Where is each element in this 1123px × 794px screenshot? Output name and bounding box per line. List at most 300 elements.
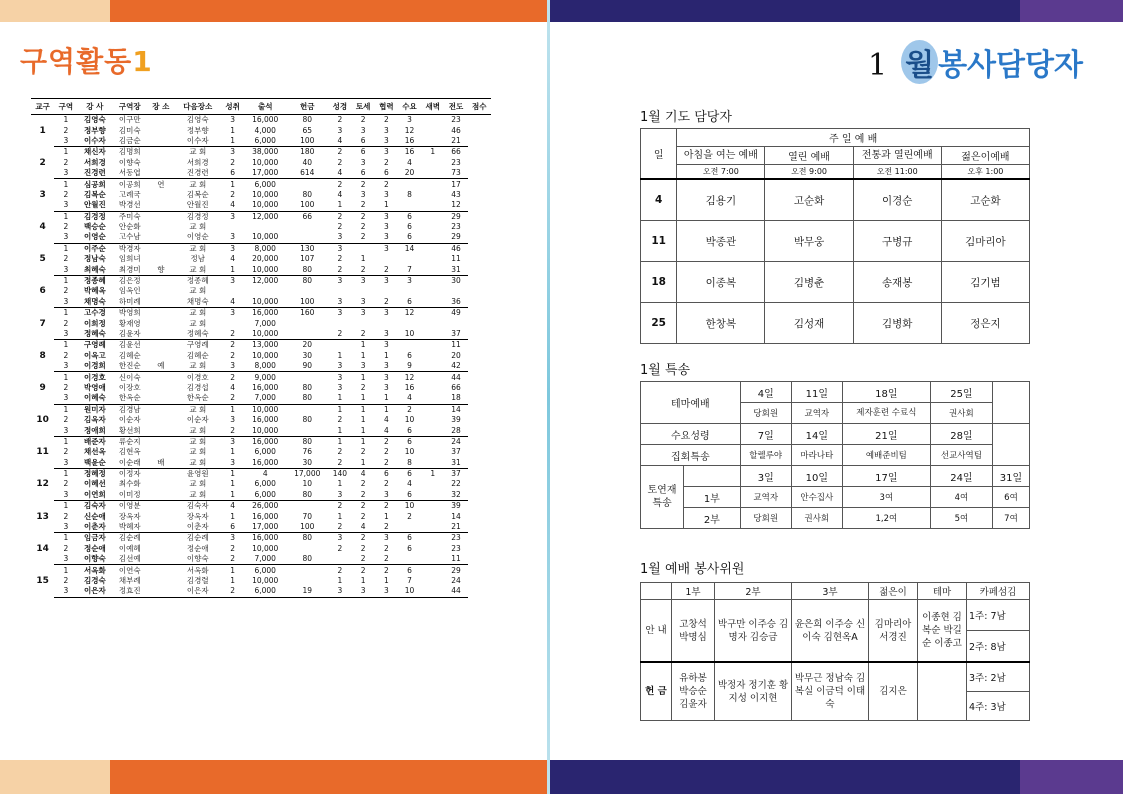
duty-header: 1부 xyxy=(672,583,715,600)
table-cell: 교 회 xyxy=(189,222,207,232)
table-cell: 1 xyxy=(63,308,69,318)
singer-cell: 3여 xyxy=(842,487,930,508)
table-cell: 심공희 xyxy=(83,179,106,189)
table-cell xyxy=(147,479,174,489)
table-cell: 18 xyxy=(444,393,467,404)
singer-cell: 당회원 xyxy=(740,403,791,424)
table-cell: 4 xyxy=(221,200,244,211)
table-cell: 66 xyxy=(451,147,461,157)
table-cell: 이경희 xyxy=(77,361,112,372)
column-header: 구역 xyxy=(54,99,77,115)
table-cell: 4 xyxy=(262,469,268,479)
table-cell: 1 xyxy=(360,404,366,414)
table-cell: 장옥자 xyxy=(118,511,141,521)
special-song-table xyxy=(640,381,1030,529)
table-row xyxy=(31,211,491,222)
table-cell xyxy=(421,393,444,404)
duty-names: 고창석 박명심 xyxy=(672,600,715,663)
table-cell: 3 xyxy=(230,415,235,425)
table-cell: 6 xyxy=(407,350,412,360)
table-cell: 20 xyxy=(451,350,461,360)
table-cell: 46 xyxy=(451,125,461,135)
table-cell: 6 xyxy=(398,490,421,501)
table-cell xyxy=(421,404,444,415)
table-cell: 10,000 xyxy=(252,350,279,360)
prayer-name: 이경순 xyxy=(853,179,941,221)
table-cell: 3 xyxy=(54,136,77,147)
table-cell: 8 xyxy=(407,189,412,199)
parish-number: 4 xyxy=(39,222,46,233)
table-cell xyxy=(286,329,328,340)
prayer-name: 박종관 xyxy=(677,221,765,262)
table-cell xyxy=(421,125,444,135)
table-cell: 23 xyxy=(451,157,461,167)
table-cell xyxy=(421,254,444,264)
duty-names: 박정자 정기훈 황지성 이지현 xyxy=(715,662,792,721)
table-cell: 이수자 xyxy=(175,136,221,147)
prayer-name: 김병춘 xyxy=(765,262,853,303)
table-cell: 임옥인 xyxy=(118,286,141,296)
table-cell: 2 xyxy=(63,415,69,425)
table-row xyxy=(31,490,491,501)
table-cell: 2 xyxy=(360,447,366,457)
table-cell: 3 xyxy=(360,157,366,167)
table-cell: 6,000 xyxy=(244,136,286,147)
table-cell: 1 xyxy=(230,179,235,189)
table-cell: 3 xyxy=(54,522,77,533)
table-cell: 배 xyxy=(147,458,174,469)
table-cell: 30 xyxy=(451,276,461,286)
table-cell: 80 xyxy=(302,276,313,286)
table-cell: 한옥순 xyxy=(175,393,221,404)
table-cell xyxy=(147,501,174,512)
table-cell: 3 xyxy=(54,554,77,565)
table-cell: 김영숙 xyxy=(186,115,209,125)
table-cell: 박혜옥 xyxy=(83,286,106,296)
table-cell: 1 xyxy=(352,458,375,469)
table-cell: 교 회 xyxy=(175,490,221,501)
table-cell: 3 xyxy=(230,436,235,446)
table-cell xyxy=(147,168,174,179)
table-cell: 4 xyxy=(407,479,412,489)
table-cell xyxy=(147,297,174,308)
column-header: 토세 xyxy=(352,99,375,115)
table-cell: 4 xyxy=(221,297,244,308)
offering-label: 헌 금 xyxy=(641,662,672,721)
table-cell xyxy=(398,179,421,190)
table-cell: 3 xyxy=(383,382,389,392)
table-cell: 한진순 xyxy=(112,361,147,372)
table-cell xyxy=(421,232,444,243)
parish-number: 6 xyxy=(39,286,46,297)
table-cell xyxy=(421,415,444,425)
table-cell: 3 xyxy=(230,147,235,157)
left-page-title: 구역활동1 xyxy=(20,45,153,78)
table-cell: 윤영원 xyxy=(186,469,209,479)
table-cell: 4,000 xyxy=(254,125,276,135)
table-cell xyxy=(421,544,444,554)
table-cell: 3 xyxy=(54,458,77,469)
table-cell: 2 xyxy=(407,404,412,414)
prayer-name: 김성재 xyxy=(765,303,853,344)
table-row xyxy=(31,243,491,254)
table-cell: 10,000 xyxy=(244,297,286,308)
table-cell: 6 xyxy=(407,565,412,575)
service-header: 아침을 여는 예배 xyxy=(677,147,765,165)
prayer-name: 송재봉 xyxy=(853,262,941,303)
table-cell: 3 xyxy=(54,425,77,436)
parish-number: 2 xyxy=(39,157,46,168)
table-cell: 80 xyxy=(302,533,313,543)
table-cell xyxy=(286,425,328,436)
table-cell xyxy=(147,415,174,425)
table-cell: 2 xyxy=(230,340,235,350)
cafe-cell: 1주: 7남 xyxy=(967,600,1030,631)
table-cell: 6,000 xyxy=(244,490,286,501)
table-cell: 4 xyxy=(360,469,366,479)
table-cell xyxy=(328,554,351,565)
table-cell: 17 xyxy=(451,179,461,189)
parish-number: 5 xyxy=(39,254,46,265)
table-cell: 1 xyxy=(383,511,389,521)
singer-cell: 당회원 xyxy=(740,508,791,529)
table-cell xyxy=(147,533,174,544)
table-row xyxy=(31,586,491,597)
table-cell: 12,000 xyxy=(252,211,279,221)
table-cell: 교 회 xyxy=(189,308,207,318)
table-cell: 2 xyxy=(337,543,343,553)
table-cell: 7,000 xyxy=(244,393,286,404)
table-cell: 김혜순 xyxy=(118,350,141,360)
table-cell xyxy=(286,286,328,296)
table-cell: 1 xyxy=(221,490,244,501)
table-cell: 2 xyxy=(221,329,244,340)
table-cell: 16,000 xyxy=(252,308,279,318)
duty-names: 유하봉 박승순 김윤자 xyxy=(672,662,715,721)
table-cell: 이희정 xyxy=(83,318,106,328)
table-cell: 2 xyxy=(328,329,351,340)
table-cell: 1 xyxy=(360,340,366,350)
table-cell: 16 xyxy=(398,136,421,147)
table-cell: 1 xyxy=(63,179,69,189)
table-cell: 39 xyxy=(451,415,461,425)
table-cell xyxy=(147,544,174,554)
table-cell xyxy=(221,222,244,232)
day-header: 일 xyxy=(641,129,677,180)
service-header: 젊은이예배 xyxy=(941,147,1029,165)
table-cell xyxy=(286,576,328,586)
table-cell xyxy=(352,243,375,254)
table-cell: 16,000 xyxy=(252,436,279,446)
service-time: 오후 1:00 xyxy=(941,165,1029,180)
prayer-name: 이종복 xyxy=(677,262,765,303)
table-cell: 140 xyxy=(332,469,348,479)
table-cell: 10 xyxy=(404,415,415,425)
table-cell: 100 xyxy=(286,136,328,147)
table-cell: 2 xyxy=(360,533,366,543)
table-cell: 31 xyxy=(444,264,467,275)
table-cell: 9,000 xyxy=(254,372,276,382)
table-cell: 1 xyxy=(328,200,351,211)
table-row xyxy=(31,179,491,190)
table-cell: 3 xyxy=(337,382,343,392)
table-cell: 1 xyxy=(337,436,343,446)
table-cell xyxy=(421,297,444,308)
table-cell: 1 xyxy=(230,447,235,457)
singer-cell: 안수집사 xyxy=(791,487,842,508)
table-cell: 정남숙 xyxy=(83,254,106,264)
table-cell: 연 xyxy=(157,179,165,189)
table-row xyxy=(31,125,491,135)
prayer-name: 한창복 xyxy=(677,303,765,344)
table-cell: 김선예 xyxy=(112,554,147,565)
table-cell xyxy=(147,340,174,351)
table-cell: 진경련 xyxy=(77,168,112,179)
table-cell xyxy=(147,490,174,501)
parish-number: 3 xyxy=(39,189,46,200)
table-cell: 장옥자 xyxy=(186,511,209,521)
table-cell xyxy=(421,586,444,597)
table-cell: 24 xyxy=(451,575,461,585)
table-cell: 3 xyxy=(383,533,389,543)
table-cell xyxy=(421,340,444,351)
table-cell: 3 xyxy=(54,168,77,179)
table-cell xyxy=(421,361,444,372)
table-cell xyxy=(421,211,444,222)
table-cell: 1 xyxy=(352,425,375,436)
table-cell: 3 xyxy=(54,264,77,275)
parish-number: 15 xyxy=(36,575,49,586)
parish-number: 7 xyxy=(39,318,46,329)
table-cell: 43 xyxy=(451,189,461,199)
table-cell: 2 xyxy=(352,264,375,275)
table-cell: 6 xyxy=(398,297,421,308)
singer-cell: 교역자 xyxy=(791,403,842,424)
table-cell: 42 xyxy=(444,361,467,372)
table-cell: 3 xyxy=(230,243,235,253)
table-cell xyxy=(398,254,421,264)
table-cell xyxy=(421,351,444,361)
table-cell: 1 xyxy=(63,340,69,350)
table-cell: 이영분 xyxy=(118,501,141,511)
table-row xyxy=(31,264,491,275)
table-cell: 29 xyxy=(451,565,461,575)
prayer-name: 김기범 xyxy=(941,262,1029,303)
table-cell: 2 xyxy=(375,522,398,533)
table-cell: 최경미 xyxy=(112,264,147,275)
table-cell: 교 회 xyxy=(175,458,221,469)
table-cell: 2 xyxy=(337,222,343,232)
table-cell: 2 xyxy=(63,189,69,199)
table-cell: 김경남 xyxy=(118,404,141,414)
duty-names: 윤은희 이주승 신이숙 김현옥A xyxy=(792,600,869,663)
table-cell: 이미정 xyxy=(112,490,147,501)
table-cell: 11 xyxy=(451,254,461,264)
table-row xyxy=(31,436,491,447)
table-cell: 10 xyxy=(404,447,415,457)
table-cell: 6 xyxy=(383,469,389,479)
table-cell: 이영순 xyxy=(77,232,112,243)
table-cell: 10,000 xyxy=(252,189,279,199)
table-cell: 안순화 xyxy=(118,222,141,232)
table-cell: 1 xyxy=(337,511,343,521)
table-cell: 2 xyxy=(328,522,351,533)
service-time: 오전 7:00 xyxy=(677,165,765,180)
duty-header: 젊은이 xyxy=(869,583,918,600)
table-cell: 180 xyxy=(300,147,315,157)
table-cell: 11 xyxy=(444,554,467,565)
table-row xyxy=(31,554,491,565)
column-header: 출석 xyxy=(244,99,286,115)
table-cell: 1 xyxy=(430,469,436,479)
duty-header: 3부 xyxy=(792,583,869,600)
table-cell: 임금자 xyxy=(83,533,106,543)
table-cell: 2 xyxy=(352,329,375,340)
table-cell: 80 xyxy=(302,436,313,446)
table-cell: 이수자 xyxy=(77,136,112,147)
table-cell: 1 xyxy=(430,147,436,157)
table-cell: 이정자 xyxy=(118,469,141,479)
table-row xyxy=(31,522,491,533)
date-cell: 14일 xyxy=(791,424,842,445)
column-header: 수요 xyxy=(398,99,421,115)
table-cell: 3 xyxy=(383,189,389,199)
parish-number: 1 xyxy=(39,125,46,136)
singer-cell: 마라나타 xyxy=(791,445,842,466)
table-cell: 3 xyxy=(54,361,77,372)
table-cell: 3 xyxy=(375,586,398,597)
table-cell: 2 xyxy=(337,157,343,167)
table-cell: 이옥고 xyxy=(83,350,106,360)
table-cell: 이춘자 xyxy=(175,522,221,533)
table-cell xyxy=(375,254,398,264)
table-cell: 66 xyxy=(302,211,313,221)
table-cell: 김영숙 xyxy=(83,115,106,125)
table-cell xyxy=(147,586,174,597)
table-cell: 16,000 xyxy=(252,382,279,392)
table-cell: 2 xyxy=(230,157,235,167)
table-cell: 신순애 xyxy=(83,511,106,521)
column-header: 강 사 xyxy=(77,99,112,115)
table-cell: 3 xyxy=(383,125,389,135)
table-cell: 20 xyxy=(398,168,421,179)
table-cell: 박경자 xyxy=(118,243,141,253)
column-header: 성경 xyxy=(328,99,351,115)
wednesday-label: 집회특송 xyxy=(641,445,741,466)
table-cell: 김숙자 xyxy=(83,501,106,511)
table-cell xyxy=(286,404,328,415)
table-cell xyxy=(286,232,328,243)
table-cell: 안월진 xyxy=(175,200,221,211)
table-cell: 12 xyxy=(404,125,415,135)
table-cell: 23 xyxy=(451,115,461,125)
prayer-name: 박무웅 xyxy=(765,221,853,262)
table-cell: 교 회 xyxy=(189,447,207,457)
table-cell: 21 xyxy=(444,136,467,147)
table-cell: 24 xyxy=(451,436,461,446)
table-cell: 80 xyxy=(302,382,313,392)
table-cell: 8,000 xyxy=(254,243,276,253)
table-cell: 4 xyxy=(352,522,375,533)
table-cell xyxy=(421,200,444,211)
date-cell: 18일 xyxy=(842,382,930,403)
table-cell: 2 xyxy=(328,264,351,275)
table-row xyxy=(31,425,491,436)
table-cell: 2 xyxy=(375,554,398,565)
table-cell: 김순례 xyxy=(118,533,141,543)
table-cell: 6 xyxy=(407,222,412,232)
table-cell: 12 xyxy=(444,200,467,211)
table-cell xyxy=(328,340,351,351)
table-cell xyxy=(421,275,444,286)
table-cell: 1 xyxy=(63,211,69,221)
table-cell: 30 xyxy=(286,458,328,469)
table-cell: 3 xyxy=(383,276,389,286)
table-cell: 6,000 xyxy=(254,447,276,457)
table-cell: 박영희 xyxy=(118,308,141,318)
table-cell: 14 xyxy=(451,511,461,521)
theme-worship-label: 테마예배 xyxy=(641,382,741,424)
column-header: 교구 xyxy=(31,99,54,115)
table-cell xyxy=(421,136,444,147)
table-cell: 4 xyxy=(230,382,235,392)
table-cell: 1 xyxy=(337,575,343,585)
table-cell: 이순자 xyxy=(118,415,141,425)
table-cell: 3 xyxy=(352,586,375,597)
table-cell: 3 xyxy=(230,533,235,543)
table-cell: 2 xyxy=(383,179,389,189)
table-cell: 3 xyxy=(328,586,351,597)
table-cell: 49 xyxy=(451,308,461,318)
table-cell xyxy=(286,318,328,328)
table-cell: 44 xyxy=(444,586,467,597)
table-cell: 20 xyxy=(302,340,313,350)
table-cell: 3 xyxy=(407,276,412,286)
table-cell: 2 xyxy=(63,286,69,296)
table-cell: 16,000 xyxy=(252,115,279,125)
table-cell: 3 xyxy=(375,329,398,340)
table-cell: 17,000 xyxy=(244,168,286,179)
table-cell: 김복순 xyxy=(83,189,106,199)
table-cell: 80 xyxy=(286,264,328,275)
table-row xyxy=(31,308,491,319)
table-cell xyxy=(444,318,467,328)
table-cell: 6,000 xyxy=(244,586,286,597)
table-cell xyxy=(421,447,444,457)
table-cell xyxy=(147,190,174,200)
table-cell: 정혜숙 xyxy=(77,329,112,340)
table-row xyxy=(31,458,491,469)
table-cell: 2 xyxy=(352,200,375,211)
table-cell xyxy=(147,222,174,232)
table-cell: 1 xyxy=(337,479,343,489)
prayer-name: 정은지 xyxy=(941,303,1029,344)
table-cell: 6 xyxy=(352,136,375,147)
service-time: 오전 11:00 xyxy=(853,165,941,180)
table-cell: 1 xyxy=(352,393,375,404)
table-cell: 김윤선 xyxy=(118,340,141,350)
table-cell xyxy=(147,115,174,126)
table-cell: 2 xyxy=(337,254,343,264)
table-cell: 3 xyxy=(221,361,244,372)
table-cell xyxy=(421,436,444,447)
table-cell: 주미숙 xyxy=(118,211,141,221)
table-cell: 37 xyxy=(451,447,461,457)
table-cell: 10,000 xyxy=(244,232,286,243)
usher-label: 안 내 xyxy=(641,600,672,663)
table-cell: 1 xyxy=(375,393,398,404)
table-cell: 46 xyxy=(451,243,461,253)
